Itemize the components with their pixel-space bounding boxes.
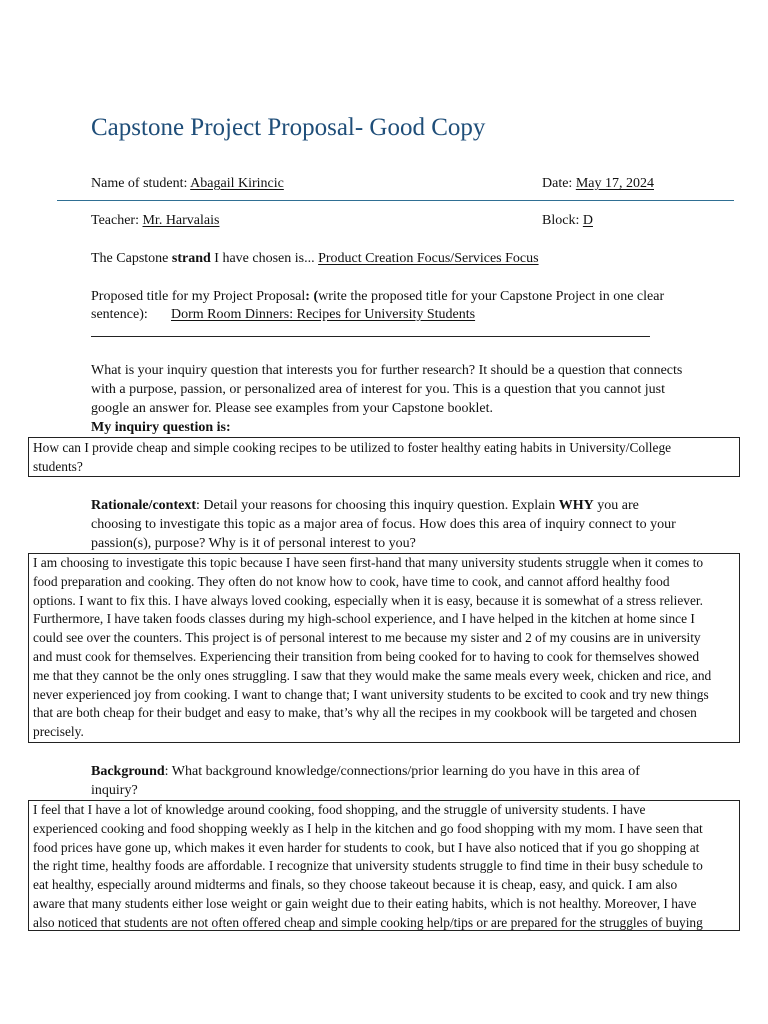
proposed-title-instruction: write the proposed title for your Capstone Project in one clear [318, 289, 665, 304]
date-label: Date: [542, 176, 573, 191]
date-value: May 17, 2024 [575, 176, 654, 191]
rationale-prompt-b: you are [593, 498, 639, 513]
rationale-answer-box [28, 553, 740, 743]
block-label: Block: [542, 213, 580, 228]
answer-line: Furthermore, I have taken foods classes during my high-school experience, and I have helped in the kitchen at home since I [33, 611, 695, 627]
teacher-label: Teacher: [91, 213, 139, 228]
page-title: Capstone Project Proposal- Good Copy [91, 114, 486, 141]
answer-line: food prices have gone up, which makes it even harder for students to cook, but I have also noticed that if you go shopping at [33, 839, 700, 855]
rationale-prompt-line: choosing to investigate this topic as a major area of focus. How does this area of inquiry connect to your [91, 517, 676, 532]
answer-line: eat healthy, especially around midterms and finals, so they choose takeout because it is cheap, easy, and quick. I am also [33, 877, 678, 893]
background-prompt-text: : What background knowledge/connections/prior learning do you have in this area of [164, 764, 640, 779]
proposed-title-value: Dorm Room Dinners: Recipes for University Students [171, 307, 476, 322]
proposed-title-prompt [91, 288, 664, 306]
strand-prefix: The Capstone [91, 251, 172, 266]
inquiry-prompt [91, 361, 711, 437]
rationale-prompt [91, 496, 711, 553]
rationale-label: Rationale/context [91, 498, 196, 513]
strand-bold: strand [171, 251, 211, 266]
inquiry-answer-line: How can I provide cheap and simple cooking recipes to be utilized to foster healthy eating habits in University/College [33, 440, 672, 455]
answer-line: experienced cooking and food shopping weekly as I help in the kitchen and go food shopping with my mom. I have seen that [33, 820, 703, 836]
inquiry-prompt-line: google an answer for. Please see examples from your Capstone booklet. [91, 401, 494, 416]
answer-line: I am choosing to investigate this topic because I have seen first-hand that many university students struggle when it comes to [33, 555, 704, 570]
title-underline [91, 336, 650, 337]
answer-line: I feel that I have a lot of knowledge around cooking, food shopping, and the struggle of university students. I have [33, 802, 646, 817]
answer-line: also noticed that students are not often offered cheap and simple cooking help/tips or are prepared for the struggles of buying [33, 914, 703, 930]
answer-line: precisely. [33, 724, 84, 740]
student-name-field [91, 175, 284, 193]
student-name-value: Abagail Kirincic [190, 176, 284, 191]
inquiry-answer-line: students? [33, 458, 83, 474]
background-prompt [91, 762, 711, 800]
answer-line: options. I want to fix this. I have always loved cooking, especially when it is easy, because it is somewhat of a stress reliever. [33, 592, 703, 608]
inquiry-prompt-line: What is your inquiry question that interests you for further research? It should be a question that connects [91, 363, 683, 378]
answer-line: the right time, healthy foods are affordable. I recognize that university students struggle to find time in their busy schedule to [33, 858, 703, 874]
proposed-title-prefix: Proposed title for my Project Proposal [91, 289, 306, 304]
teacher-value: Mr. Harvalais [142, 213, 220, 228]
proposed-title-paren: ( [309, 289, 319, 304]
answer-line: aware that many students either lose weight or gain weight due to their eating habits, which is not healthy. Moreover, I have [33, 895, 697, 911]
date-field [542, 175, 654, 193]
block-value: D [582, 213, 593, 228]
answer-line: could see over the counters. This project is of personal interest to me because my sister and 2 of my cousins are in university [33, 630, 701, 646]
answer-line: that are both cheap for their budget and easy to make, that’s why all the recipes in my cookbook will be targeted and chosen [33, 705, 697, 721]
inquiry-answer-box [28, 437, 740, 477]
inquiry-question-label: My inquiry question is: [91, 420, 231, 435]
background-prompt-line: inquiry? [91, 783, 138, 798]
header-divider [57, 200, 734, 201]
background-prompt-line [91, 762, 711, 781]
rationale-prompt-a: : Detail your reasons for choosing this inquiry question. Explain [195, 498, 559, 513]
block-field [542, 212, 593, 230]
teacher-field [91, 212, 219, 230]
rationale-prompt-line [91, 496, 711, 515]
answer-line: never experienced joy from cooking. I want to change that; I want university students to be excited to cook and try new things [33, 686, 709, 702]
inquiry-prompt-line: with a purpose, passion, or personalized area of interest for you. This is a question that you cannot just [91, 382, 665, 397]
background-label: Background [91, 764, 165, 779]
strand-suffix: I have chosen is... [210, 251, 315, 266]
strand-value: Product Creation Focus/Services Focus [318, 251, 539, 266]
background-answer-box [28, 800, 740, 931]
proposed-title-line2 [91, 306, 148, 324]
answer-line: me that they cannot be the only ones struggling. I saw that they would make the same meals every week, chicken and rice, and [33, 667, 712, 683]
proposed-title-colon: : [305, 289, 310, 304]
rationale-prompt-line: passion(s), purpose? Why is it of personal interest to you? [91, 536, 416, 551]
student-name-label: Name of student: [91, 176, 188, 191]
answer-line: food preparation and cooking. They often do not know how to cook, have time to cook, and cannot afford healthy food [33, 573, 670, 589]
proposed-title-instruction2: sentence): [91, 307, 148, 322]
strand-field [91, 250, 539, 268]
rationale-why: WHY [558, 498, 594, 513]
answer-line: and must cook for themselves. Experiencing their transition from being cooked for to having to cook for themselves showed [33, 648, 700, 664]
